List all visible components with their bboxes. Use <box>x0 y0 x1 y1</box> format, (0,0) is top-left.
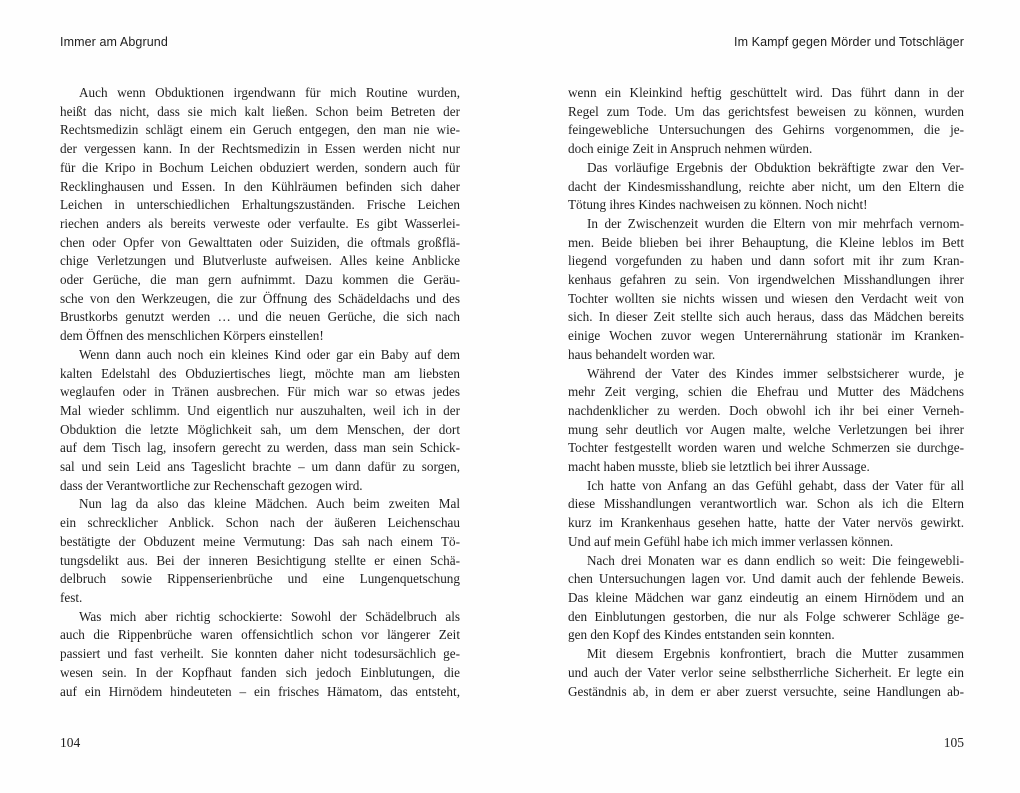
text-line: auf ein Hirnödem hindeuteten – ein frisches Hämatom, das entsteht, <box>60 683 460 699</box>
text-line: den Einblutungen gestorben, die nur als Folge schwerer Schläge ge- <box>568 608 964 624</box>
text-line: Obduktion die letzte Möglichkeit sah, um dem Menschen, der dort <box>60 421 460 437</box>
text-line: riechen anders als bereits verweste oder verfaulte. Es gibt Wasserlei- <box>60 215 460 231</box>
text-line: auf dem Tisch lag, insofern gerecht zu werden, dass man sein Schick- <box>60 440 460 456</box>
running-head-right: Im Kampf gegen Mörder und Totschläger <box>734 35 964 49</box>
right-page <box>568 0 964 793</box>
text-line: haus behandelt worden war. <box>568 346 716 362</box>
text-line: weglaufen oder in Tränen ausbrechen. Für mich war so etwas jedes <box>60 384 460 400</box>
text-line: liegend vorgefunden zu haben und dann sofort mit ihr zum Kran- <box>568 253 964 269</box>
text-line: Nun lag da also das kleine Mädchen. Auch beim zweiten Mal <box>79 496 460 512</box>
text-line: Geständnis ab, in dem er aber zuerst versuchte, seine Handlungen ab- <box>568 683 964 699</box>
text-line: In der Zwischenzeit wurden die Eltern von mir mehrfach vernom- <box>587 215 964 231</box>
right-page-text <box>568 84 964 701</box>
text-line: Regel zum Tode. Um das gerichtsfest beweisen zu können, wurden <box>568 103 964 119</box>
page-number-right: 105 <box>943 735 964 750</box>
text-line: macht haben musste, blieb sie letztlich bei ihrer Aussage. <box>568 459 870 475</box>
text-line: heißt das nicht, dass sie mich kalt ließen. Schon beim Betreten der <box>60 103 460 119</box>
text-line: diese Misshandlungen verantwortlich war. Schon als ich die Eltern <box>568 496 964 512</box>
text-line: dass der Verantwortliche zur Rechenschaft gezogen wird. <box>60 477 363 493</box>
text-line: einige Wochen zuvor wegen Unterernährung stationär im Kranken- <box>568 328 964 344</box>
left-page-text <box>60 84 460 701</box>
text-line: mung sehr deutlich vor Augen malte, welche Verletzungen bei ihrer <box>568 421 964 437</box>
text-line: bestätigte der Obduzent meine Vermutung: Das sah nach einem Tö- <box>60 533 460 549</box>
text-line: Das vorläufige Ergebnis der Obduktion bekräftigte zwar den Ver- <box>587 159 964 175</box>
text-line: kurz im Krankenhaus gesehen hatte, hatte der Vater nervös gewirkt. <box>568 515 964 531</box>
text-line: passiert und fast verheilt. Sie konnten daher nicht todesursächlich ge- <box>60 646 460 662</box>
left-page <box>60 0 460 793</box>
text-line: nachdenklicher zu werden. Doch obwohl ich ihr bei einer Verneh- <box>568 402 964 418</box>
text-line: delbruch sowie Rippenserienbrüche und eine Lungenquetschung <box>60 571 460 587</box>
text-line: Leichen in unterschiedlichen Erhaltungszuständen. Frische Leichen <box>60 197 460 213</box>
text-line: für die Kripo in Bochum Leichen obduziert werden, sondern auch für <box>60 159 460 175</box>
text-line: Tochter wollten sie nichts wissen und wiesen den Verdacht weit von <box>568 290 964 306</box>
text-line: fest. <box>60 589 83 605</box>
text-line: Mit diesem Ergebnis konfrontiert, brach die Mutter zusammen <box>587 646 964 662</box>
text-line: Mal wieder schlimm. Und eigentlich nur auszuhalten, weil ich in der <box>60 402 460 418</box>
text-line: feingewebliche Untersuchungen des Gehirns vorgenommen, die je- <box>568 122 964 138</box>
text-line: sche von den Werkzeugen, die zur Öffnung des Schädeldachs und des <box>60 290 460 306</box>
text-line: men. Beide blieben bei ihrer Behauptung, die Kleine leblos im Bett <box>568 234 964 250</box>
text-line: kalten Edelstahl des Obduziertisches liegt, möchte man am liebsten <box>60 365 460 381</box>
text-line: tungsdelikt aus. Bei der inneren Besichtigung stellte er einen Schä- <box>60 552 460 568</box>
text-line: Tochter festgestellt worden waren und welche Schmerzen sie durchge- <box>568 440 964 456</box>
text-line: Während der Vater des Kindes immer selbstsicherer wurde, je <box>587 365 964 381</box>
text-line: Brustkorbs genutzt werden … und die neuen Gerüche, die sich nach <box>60 309 460 325</box>
text-line: und auch der Vater verlor seine selbstherrliche Sicherheit. Er legte ein <box>568 664 964 680</box>
text-line: chige Verletzungen und Blutverluste aufweisen. Alles keine Anblicke <box>60 253 460 269</box>
text-line: Rechtsmedizin schlägt einem ein Geruch entgegen, den man nie wie- <box>60 122 460 138</box>
text-line: Ich hatte von Anfang an das Gefühl gehabt, dass der Vater für all <box>587 477 964 493</box>
text-line: chen oder Opfer von Gewalttaten oder Suiziden, die oftmals großflä- <box>60 234 460 250</box>
text-line: ein schrecklicher Anblick. Schon nach der äußeren Leichenschau <box>60 515 460 531</box>
text-line: Das kleine Mädchen war ganz eindeutig an einem Hirnödem und an <box>568 589 964 605</box>
text-line: der vergessen kann. In der Rechtsmedizin in Essen werden nicht nur <box>60 141 460 157</box>
text-line: wenn ein Kleinkind heftig geschüttelt wird. Das führt dann in der <box>568 85 964 100</box>
page-number-left: 104 <box>60 735 81 750</box>
text-line: auch die Rippenbrüche waren offensichtlich schon vor längerer Zeit <box>60 627 460 643</box>
text-line: Und auf mein Gefühl habe ich mich immer verlassen können. <box>568 533 894 549</box>
text-line: Nach drei Monaten war es dann endlich so weit: Die feingewebli- <box>587 552 964 568</box>
text-line: sal und sein Leid ans Tageslicht brachte – um dann dafür zu sorgen, <box>60 459 460 475</box>
text-line: Was mich aber richtig schockierte: Sowohl der Schädelbruch als <box>79 608 460 624</box>
text-line: wesen sein. In der Kopfhaut fanden sich jedoch Einblutungen, die <box>60 664 460 680</box>
text-line: mehr Zeit verging, schien die Ehefrau und Mutter des Mädchens <box>568 384 964 400</box>
text-line: Auch wenn Obduktionen irgendwann für mich Routine wurden, <box>79 85 460 100</box>
text-line: Recklinghausen und Essen. In den Kühlräumen befinden sich daher <box>60 178 460 194</box>
text-line: sich. In dieser Zeit stellte sich auch heraus, dass das Mädchen bereits <box>568 309 964 325</box>
text-line: oder Gerüche, die man gern aufnimmt. Dazu kommen die Geräu- <box>60 272 460 288</box>
text-line: doch einige Zeit in Anspruch nehmen würden. <box>568 141 813 157</box>
text-line: gen den Kopf des Kindes entstanden sein konnten. <box>568 627 835 643</box>
running-head-left: Immer am Abgrund <box>60 35 168 49</box>
text-line: chen Untersuchungen lagen vor. Und damit auch der fehlende Beweis. <box>568 571 964 587</box>
text-line: Tötung ihres Kindes nachweisen zu können. Noch nicht! <box>568 197 868 213</box>
text-line: kenhaus gefahren zu sein. Von irgendwelchen Misshandlungen ihrer <box>568 272 964 288</box>
text-line: Wenn dann auch noch ein kleines Kind oder gar ein Baby auf dem <box>79 346 460 362</box>
text-line: dacht der Kindesmisshandlung, reichte aber nicht, um den Eltern die <box>568 178 964 194</box>
text-line: dem Öffnen des menschlichen Körpers einstellen! <box>60 328 324 344</box>
